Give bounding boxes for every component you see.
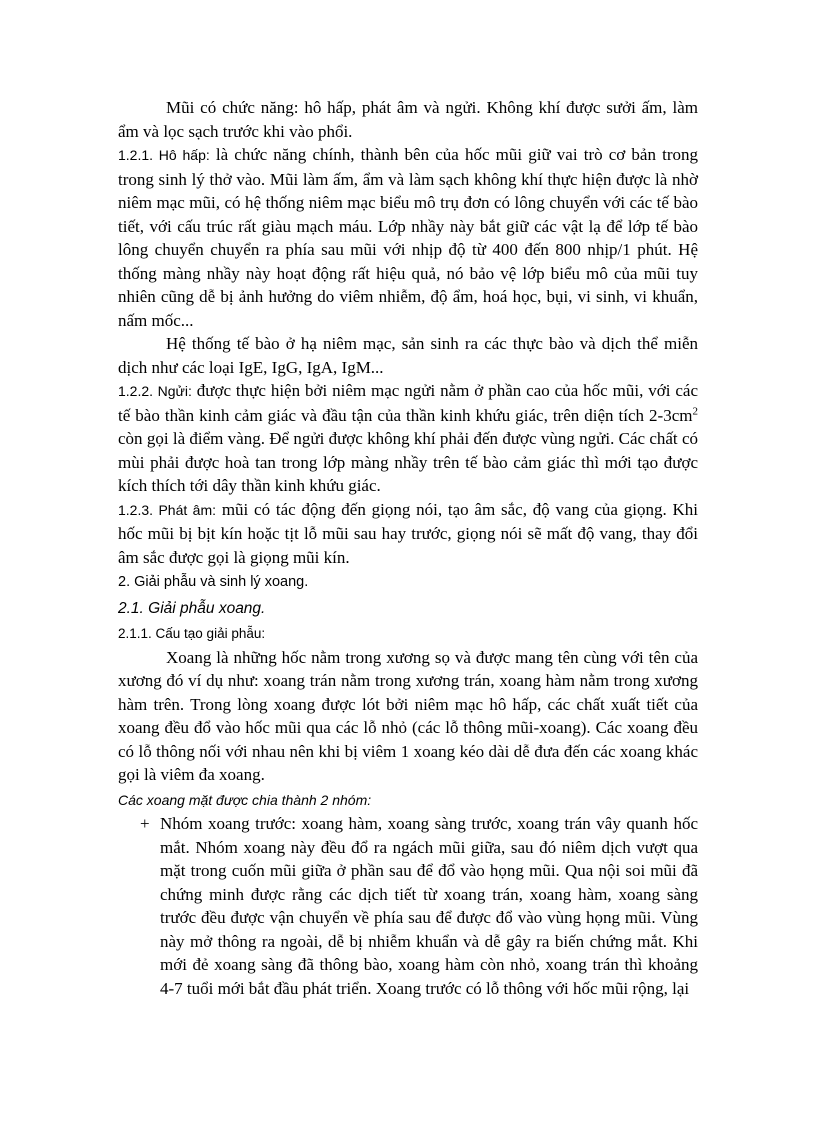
paragraph-immune	[118, 332, 698, 379]
paragraph-breathing	[118, 143, 698, 332]
list-item-text: Nhóm xoang trước: xoang hàm, xoang sàng trước, xoang trán vây quanh hốc mắt. Nhóm xoang này đều đổ ra ngách mũi giữa, sau đó niêm dịch vượt qua mặt trong cuốn mũi giữa ở phần sau để đổ vào họng mũi. Qua nội soi mũi đã chứng minh được rằng các dịch tiết từ xoang trán, xoang hàm, xoang sàng trước đều được vận chuyển về phía sau để được đổ vào vùng họng mũi. Vùng này mở thông ra ngoài, dễ bị nhiễm khuẩn và dễ gây ra biến chứng mắt. Khi mới đẻ xoang sàng đã thông bào, xoang hàm còn nhỏ, xoang trán thì khoảng 4-7 tuổi mới bắt đầu phát triển. Xoang trước có lỗ thông với hốc mũi rộng, lại	[160, 814, 698, 998]
heading-sinus-groups: Các xoang mặt được chia thành 2 nhóm:	[118, 791, 372, 808]
document-body	[118, 96, 698, 1000]
heading-1-2-3: 1.2.3. Phát âm:	[118, 501, 217, 518]
list-item	[140, 812, 698, 1000]
paragraph-intro-text: Mũi có chức năng: hô hấp, phát âm và ngửi. Không khí được sưởi ấm, làm ẩm và lọc sạch trước khi vào phổi.	[118, 98, 698, 141]
paragraph-intro	[118, 96, 698, 143]
heading-section-2-1-1: 2.1.1. Cấu tạo giải phẫu:	[118, 626, 266, 641]
heading-1-2-2: 1.2.2. Ngửi:	[118, 383, 192, 399]
paragraph-sinus-anatomy	[118, 646, 698, 787]
paragraph-immune-text: Hệ thống tế bào ở hạ niêm mạc, sản sinh ra các thực bào và dịch thể miễn dịch như các loại IgE, IgG, IgA, IgM...	[118, 334, 698, 377]
superscript-2: 2	[692, 404, 698, 417]
heading-1-2-1: 1.2.1. Hô hấp:	[118, 147, 210, 163]
heading-section-2-1: 2.1. Giải phẫu xoang.	[118, 599, 266, 617]
paragraph-sinus-anatomy-text: Xoang là những hốc nằm trong xương sọ và được mang tên cùng với tên của xương đó ví dụ như: xoang trán nằm trong xương trán, xoang hàm nằm trong xương hàm trên. Trong lòng xoang được lót bởi niêm mạc hô hấp, các chất xuất tiết của xoang đều đổ vào hốc mũi qua các lỗ nhỏ (các lỗ thông mũi-xoang). Các xoang đều có lỗ thông nối với nhau nên khi bị viêm 1 xoang kéo dài dễ đưa đến các xoang khác gọi là viêm đa xoang.	[118, 647, 698, 784]
paragraph-smell	[118, 379, 698, 498]
paragraph-smell-text-b: còn gọi là điểm vàng. Để ngửi được không khí phải đến được vùng ngửi. Các chất có mùi phải được hoà tan trong lớp màng nhầy trên tế bào cảm giác thì mới tạo được kích thích tới dây thần kinh khứu giác.	[118, 429, 698, 495]
paragraph-phonation	[118, 498, 698, 570]
heading-section-2: 2. Giải phẫu và sinh lý xoang.	[118, 574, 309, 590]
paragraph-breathing-text: là chức năng chính, thành bên của hốc mũi giữ vai trò cơ bản trong trong sinh lý thở vào. Mũi làm ấm, ẩm và làm sạch không khí thực hiện được là nhờ niêm mạc mũi, có hệ thống niêm mạc biểu mô trụ đơn có lông chuyển với các tế bào tiết, với cấu trúc rất giàu mạch máu. Lớp nhầy này bắt giữ các vật lạ để lớp tế bào lông chuyển chuyển ra phía sau mũi với nhịp độ từ 400 đến 800 nhịp/1 phút. Hệ thống màng nhầy này hoạt động rất hiệu quả, nó bảo vệ lớp biểu mô của mũi tuy nhiên cũng dễ bị ảnh hưởng do viêm nhiễm, độ ẩm, hoá học, bụi, vi sinh, vi khuẩn, nấm mốc...	[118, 145, 699, 330]
paragraph-smell-text-a: được thực hiện bởi niêm mạc ngửi nằm ở phần cao của hốc mũi, với các tế bào thần kinh cảm giác và đầu tận của thần kinh khứu giác, trên diện tích 2-3cm	[118, 381, 698, 425]
paragraph-phonation-text: mũi có tác động đến giọng nói, tạo âm sắc, độ vang của giọng. Khi hốc mũi bị bịt kín hoặc tịt lỗ mũi sau hay trước, giọng nói sẽ mất độ vang, thay đổi âm sắc được gọi là giọng mũi kín.	[118, 499, 698, 567]
bullet-plus-icon: +	[140, 814, 150, 833]
